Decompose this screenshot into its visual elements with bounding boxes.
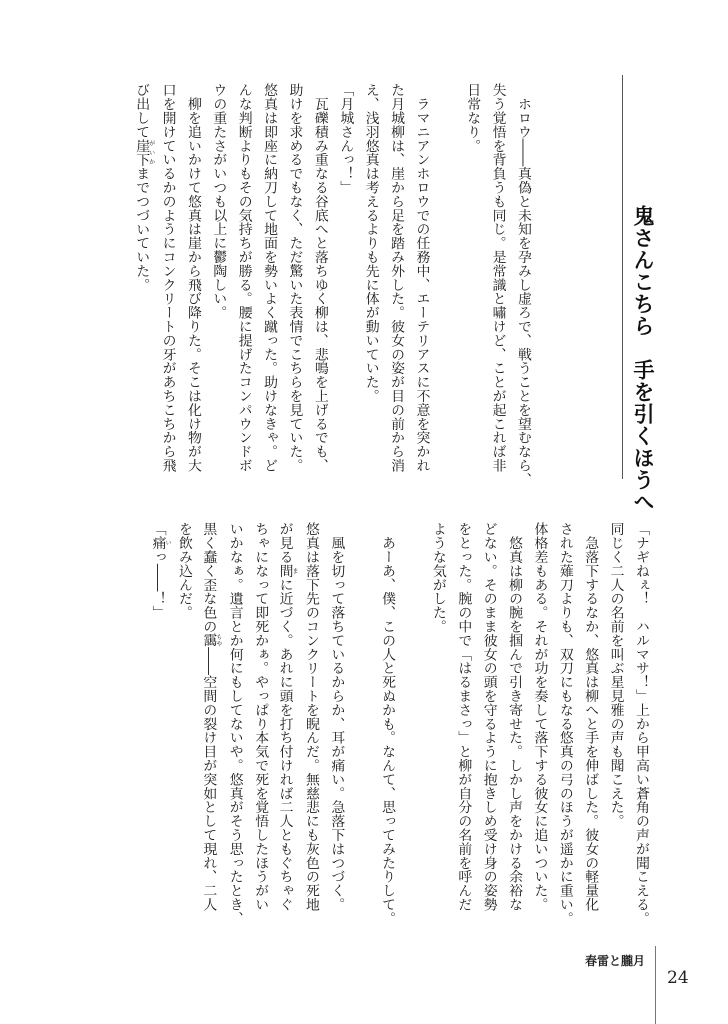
ruby-annotation: 崖下がいか bbox=[133, 138, 155, 167]
text-line: 助けを求めるでもなく、ただ驚いた表情でこちらを見ていた。 bbox=[286, 83, 303, 473]
text-line: 悠真は即座に納刀して地面を勢いよく蹴った。助けなきゃ。ど bbox=[261, 83, 278, 473]
text-line: 同じく二人の名前を叫ぶ星見雅の声も聞こえた。 bbox=[607, 522, 624, 828]
text-line: 「痛いっ――！」 bbox=[149, 522, 172, 620]
text-line: いかなぁ。遺言とか何にもしてないや。悠真がそう思ったとき、 bbox=[226, 522, 243, 926]
text-line: ホロウ――真偽と未知を孕みし虚ろで、戦うことを望むなら、 bbox=[515, 83, 531, 487]
text-line: 風を切って落ちているからか、耳が痛い。急落下はつづく。 bbox=[328, 522, 345, 912]
text-line: び出して崖下がいかまでつづいていた。 bbox=[133, 83, 155, 292]
text-line: どない。そのまま彼女の頭を守るように抱きしめ受け身の姿勢 bbox=[480, 522, 497, 912]
title-divider bbox=[622, 75, 623, 479]
body-text-upper bbox=[129, 83, 535, 487]
chapter-title: 鬼さんこちら 手を引くほうへ bbox=[631, 205, 656, 513]
text-line: 口を開けているかのようにコンクリートの牙があちこちから飛 bbox=[159, 83, 176, 473]
footer-divider bbox=[655, 946, 656, 1024]
text-line: 日常なり。 bbox=[464, 83, 481, 153]
book-title: 春雷と朧月 bbox=[585, 954, 646, 968]
page-number: 24 bbox=[667, 968, 689, 988]
ruby-annotation: 靄もや bbox=[200, 633, 222, 648]
text-line: ウの重たさがいつも以上に鬱陶しい。 bbox=[210, 83, 227, 320]
text-line: 「月城さんっ！」 bbox=[337, 83, 354, 195]
body-text-lower bbox=[145, 522, 653, 926]
text-line: 悠真は落下先のコンクリートを睨んだ。無慈悲にも灰色の死地 bbox=[302, 522, 319, 912]
ruby-annotation: 間ま bbox=[276, 563, 299, 578]
text-line: 黒く蠢く歪な色の靄もや――空間の裂け目が突如として現れ、二人 bbox=[200, 522, 222, 912]
text-line: を飲み込んだ。 bbox=[175, 522, 192, 620]
text-line bbox=[348, 522, 373, 914]
text-line: ちゃになって即死かぁ。やっぱり本気で死を覚悟したほうがい bbox=[252, 522, 269, 912]
text-line: ような気がした。 bbox=[429, 522, 446, 634]
text-line: た月城柳は、崖から足を踏み外した。彼女の姿が目の前から消 bbox=[388, 83, 405, 473]
text-line: んな判断よりもその気持ちが勝る。腰に提げたコンパウンドボ bbox=[235, 83, 252, 473]
text-line bbox=[433, 83, 458, 475]
text-line: 柳を追いかけて悠真は崖から飛び降りた。そこは化け物が大 bbox=[184, 83, 201, 473]
text-line: え、浅羽悠真は考えるよりも先に体が動いていた。 bbox=[362, 83, 379, 403]
text-line: ラマニアンホロウでの任務中、エーテリアスに不意を突かれ bbox=[413, 83, 430, 473]
text-line: 悠真は柳の腕を掴んで引き寄せた。しかし声をかける余裕な bbox=[506, 522, 523, 912]
text-line: あーあ、僕、この人と死ぬかも。なんて、思ってみたりして。 bbox=[379, 522, 396, 926]
text-line: 急落下するなか、悠真は柳へと手を伸ばした。彼女の軽量化 bbox=[582, 522, 599, 912]
text-line: をとった。腕の中で「はるまさっ」と柳が自分の名前を呼んだ bbox=[455, 522, 472, 912]
text-line: 失う覚悟を背負うも同じ。是常識と嘯けど、ことが起これば非 bbox=[489, 83, 506, 473]
text-line: 「ナギねぇ！ ハルマサ！」上から甲高い蒼角の声が聞こえる。 bbox=[633, 522, 649, 926]
text-line: された薙刀よりも、双刀にもなる悠真の弓のほうが遥かに重い。 bbox=[556, 522, 573, 926]
ruby-annotation: 痛い bbox=[149, 535, 172, 550]
text-line: 瓦礫積み重なる谷底へと落ちゆく柳は、悲鳴を上げるでも、 bbox=[311, 83, 328, 473]
text-line bbox=[399, 522, 424, 914]
text-line: 体格差もある。それが功を奏して落下する彼女に追いついた。 bbox=[531, 522, 548, 912]
text-line: が見る間まに近づく。あれに頭を打ち付ければ二人ともぐちゃぐ bbox=[276, 522, 299, 912]
